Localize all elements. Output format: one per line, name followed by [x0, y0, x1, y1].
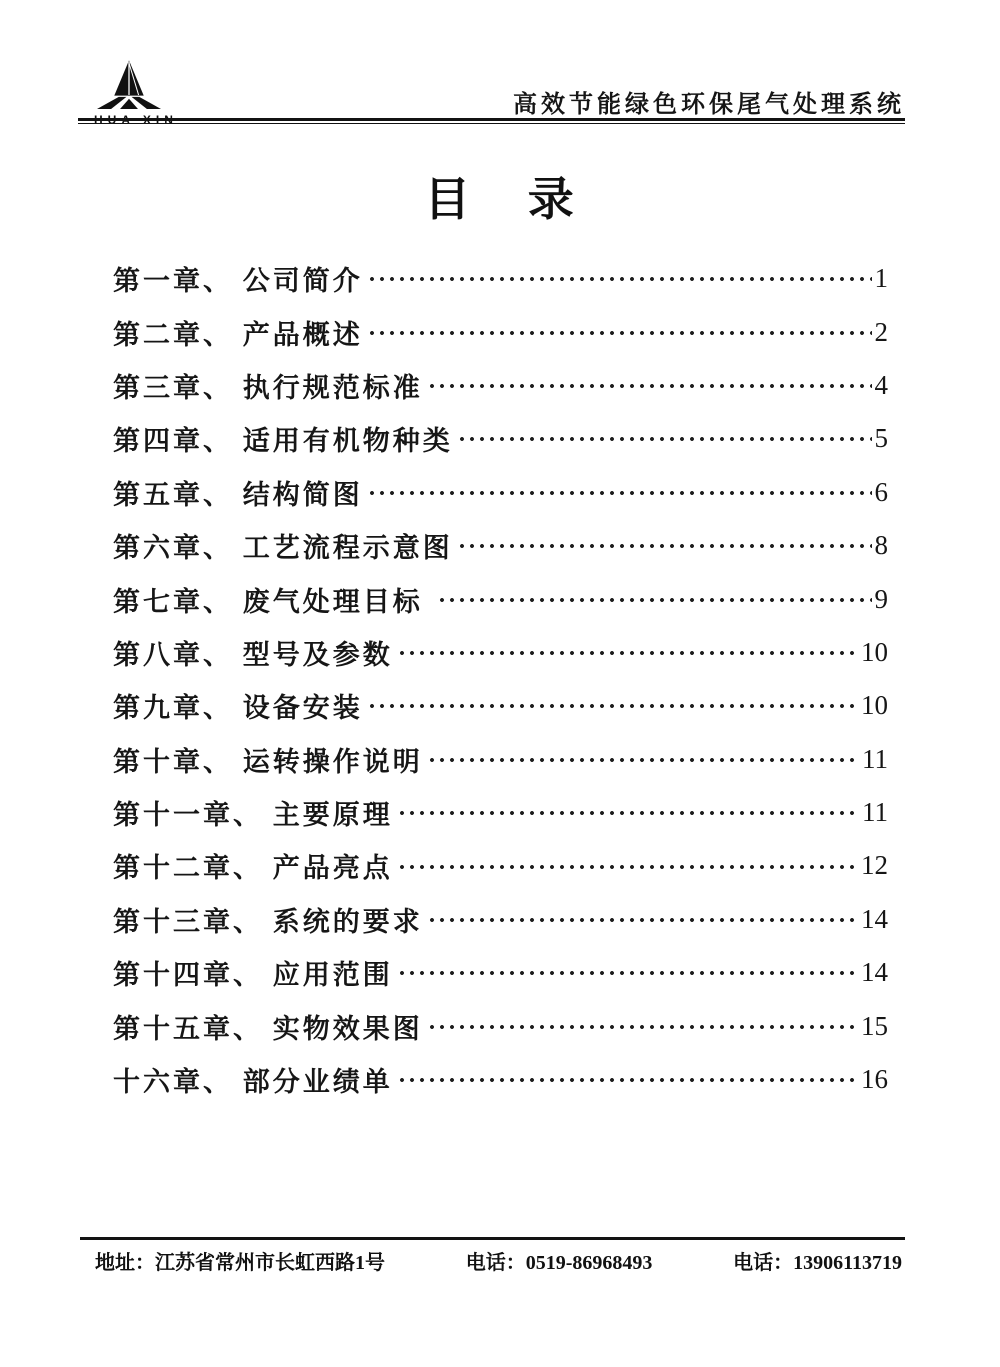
toc-entry: [113, 1053, 888, 1106]
toc-entry-page: 2: [874, 316, 888, 347]
dotted-leader: [365, 271, 872, 287]
dotted-leader: [395, 644, 858, 660]
dotted-leader: [395, 805, 859, 821]
footer-phone-2: [733, 1246, 902, 1275]
page-title: 目 录: [424, 174, 576, 225]
dotted-leader: [435, 591, 872, 607]
dotted-leader: [425, 1018, 858, 1034]
mountain-triangle-icon: [94, 60, 164, 112]
toc-entry-page: 9: [874, 583, 888, 614]
dotted-leader: [455, 431, 872, 447]
toc-entry-label: 十六章、 部分业绩单: [113, 1067, 393, 1098]
toc-entry-page: 6: [874, 476, 888, 507]
toc-entry: [113, 252, 888, 305]
dotted-leader: [365, 484, 872, 500]
toc-entry: [113, 786, 888, 839]
header-rule: [78, 118, 905, 124]
footer-rule: [80, 1237, 905, 1240]
toc-entry-label: 第六章、 工艺流程示意图: [113, 533, 453, 564]
header-slogan: 高效节能绿色环保尾气处理系统: [513, 92, 905, 118]
toc-entry: [113, 946, 888, 999]
toc-entry: [113, 626, 888, 679]
dotted-leader: [365, 324, 872, 340]
toc-entry-page: 11: [862, 797, 888, 828]
footer-address-label: 地址：: [95, 1252, 155, 1274]
toc-entry-page: 16: [861, 1064, 888, 1095]
toc-entry: [113, 519, 888, 572]
toc-entry-page: 10: [861, 690, 888, 721]
toc-entry-label: 第四章、 适用有机物种类: [113, 426, 453, 457]
toc-entry-page: 12: [861, 850, 888, 881]
toc-entry: [113, 893, 888, 946]
toc-entry-page: 15: [861, 1010, 888, 1041]
footer-phone-1-value: 0519-86968493: [525, 1252, 653, 1274]
toc-entry-page: 4: [874, 369, 888, 400]
toc-entry-label: 第三章、 执行规范标准: [113, 372, 423, 403]
toc-entry-label: 第十五章、 实物效果图: [113, 1013, 423, 1044]
toc-entry-page: 5: [874, 423, 888, 454]
toc-entry: [113, 572, 888, 625]
table-of-contents: [113, 252, 888, 1106]
toc-entry-page: 14: [861, 957, 888, 988]
toc-entry: [113, 466, 888, 519]
toc-entry-label: 第十章、 运转操作说明: [113, 746, 423, 777]
huaxin-logo: [94, 60, 164, 127]
footer-phone-1: [466, 1246, 653, 1275]
toc-entry: [113, 839, 888, 892]
dotted-leader: [425, 751, 859, 767]
footer-address-value: 江苏省常州市长虹西路1号: [155, 1252, 385, 1274]
toc-entry-label: 第十一章、 主要原理: [113, 800, 393, 831]
footer-phone-2-value: 13906113719: [793, 1252, 902, 1274]
toc-entry: [113, 679, 888, 732]
toc-entry-page: 11: [862, 743, 888, 774]
toc-entry-label: 第十二章、 产品亮点: [113, 853, 393, 884]
toc-entry-page: 14: [861, 903, 888, 934]
footer-phone-1-label: 电话：: [465, 1252, 526, 1274]
toc-entry: [113, 412, 888, 465]
toc-entry: [113, 305, 888, 358]
toc-entry-page: 8: [874, 530, 888, 561]
toc-entry: [113, 733, 888, 786]
toc-entry-page: 1: [874, 263, 888, 294]
toc-entry-label: 第二章、 产品概述: [113, 319, 363, 350]
dotted-leader: [425, 911, 858, 927]
footer: [95, 1246, 902, 1275]
toc-entry-label: 第九章、 设备安装: [113, 693, 363, 724]
dotted-leader: [395, 858, 858, 874]
toc-entry-label: 第八章、 型号及参数: [113, 639, 393, 670]
dotted-leader: [365, 698, 858, 714]
dotted-leader: [395, 1072, 858, 1088]
dotted-leader: [455, 538, 872, 554]
toc-entry-label: 第十三章、 系统的要求: [113, 906, 423, 937]
toc-entry: [113, 999, 888, 1052]
toc-entry-label: 第十四章、 应用范围: [113, 960, 393, 991]
toc-entry-label: 第七章、 废气处理目标: [113, 586, 433, 617]
toc-entry-label: 第五章、 结构简图: [113, 479, 363, 510]
toc-entry-page: 10: [861, 636, 888, 667]
footer-phone-2-label: 电话：: [733, 1252, 794, 1274]
dotted-leader: [425, 377, 872, 393]
toc-entry-label: 第一章、 公司简介: [113, 266, 363, 297]
footer-address: [95, 1246, 385, 1275]
dotted-leader: [395, 965, 858, 981]
toc-entry: [113, 359, 888, 412]
